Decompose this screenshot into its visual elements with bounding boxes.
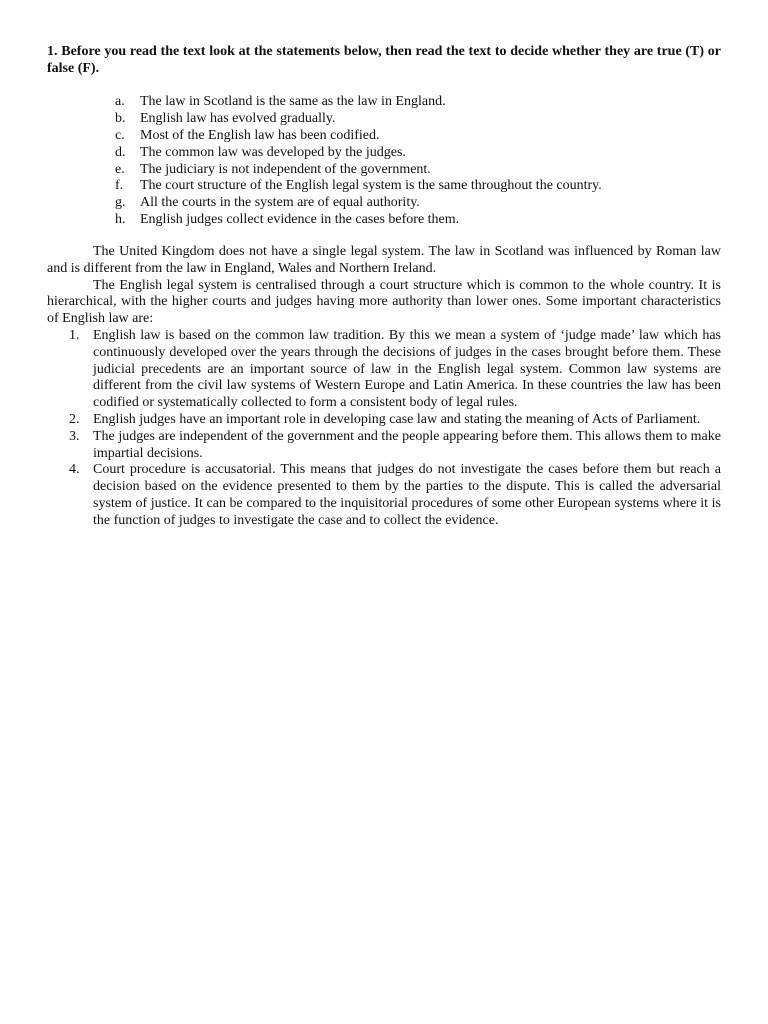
characteristic-item (47, 412, 721, 429)
statement-item (115, 212, 715, 229)
statement-item (115, 145, 715, 162)
characteristic-item (47, 462, 721, 529)
characteristic-number: 4. (69, 462, 80, 478)
statement-item (115, 162, 715, 179)
statement-text: The common law was developed by the judges. (140, 144, 406, 160)
statement-letter: b. (115, 110, 126, 126)
statement-letter: g. (115, 195, 126, 211)
statement-letter: c. (115, 127, 125, 143)
statement-letter: d. (115, 144, 126, 160)
statement-text: The court structure of the English legal system is the same throughout the country. (140, 178, 602, 194)
characteristic-text: English law is based on the common law tradition. By this we mean a system of ‘judge made’ law which has continuously developed over the years through the decisions of judges in the cases brought before them. These judicial precedents are an important source of law in the English legal system. Common law systems are different from the civil law systems of Western Europe and Latin America. In these countries the law has been codified or systematically collected to form a consistent body of legal rules. (93, 327, 721, 411)
statement-item (115, 111, 715, 128)
statement-letter: e. (115, 161, 125, 177)
statement-text: The judiciary is not independent of the government. (140, 161, 431, 177)
passage-paragraph-2: The English legal system is centralised through a court structure which is common to the whole country. It is hierarchical, with the higher courts and judges having more authority than lower ones. Some important characteristics of English law are: (47, 277, 721, 327)
statement-item (115, 195, 715, 212)
characteristic-number: 3. (69, 428, 80, 444)
document-page (47, 43, 721, 528)
statement-text: All the courts in the system are of equal authority. (140, 195, 420, 211)
statement-letter: a. (115, 94, 125, 109)
passage-paragraph-1: The United Kingdom does not have a single legal system. The law in Scotland was influenced by Roman law and is different from the law in England, Wales and Northern Ireland. (47, 244, 721, 276)
characteristics-list (47, 328, 721, 530)
statements-list (115, 94, 715, 229)
characteristic-text: English judges have an important role in developing case law and stating the meaning of Acts of Parliament. (93, 411, 701, 427)
characteristic-number: 2. (69, 411, 80, 427)
statement-text: English law has evolved gradually. (140, 110, 336, 126)
statement-text: The law in Scotland is the same as the law in England. (140, 94, 446, 109)
statement-item (115, 178, 715, 195)
statement-letter: f. (115, 178, 124, 194)
statement-item (115, 94, 715, 111)
characteristic-text: Court procedure is accusatorial. This means that judges do not investigate the cases before them but reach a decision based on the evidence presented to them by the parties to the dispute. This is called the adversarial system of justice. It can be compared to the inquisitorial procedures of some other European systems where it is the function of judges to investigate the case and to collect the evidence. (93, 462, 721, 528)
statement-letter: h. (115, 212, 126, 228)
statement-text: Most of the English law has been codified. (140, 127, 380, 143)
statement-text: English judges collect evidence in the cases before them. (140, 212, 460, 228)
characteristic-text: The judges are independent of the government and the people appearing before them. This allows them to make impartial decisions. (93, 428, 721, 461)
statement-item (115, 128, 715, 145)
task-heading: 1. Before you read the text look at the statements below, then read the text to decide whether they are true (T) or false (F). (47, 44, 721, 76)
characteristic-number: 1. (69, 327, 80, 343)
reading-passage (47, 244, 721, 530)
characteristic-item (47, 429, 721, 463)
characteristic-item (47, 328, 721, 412)
